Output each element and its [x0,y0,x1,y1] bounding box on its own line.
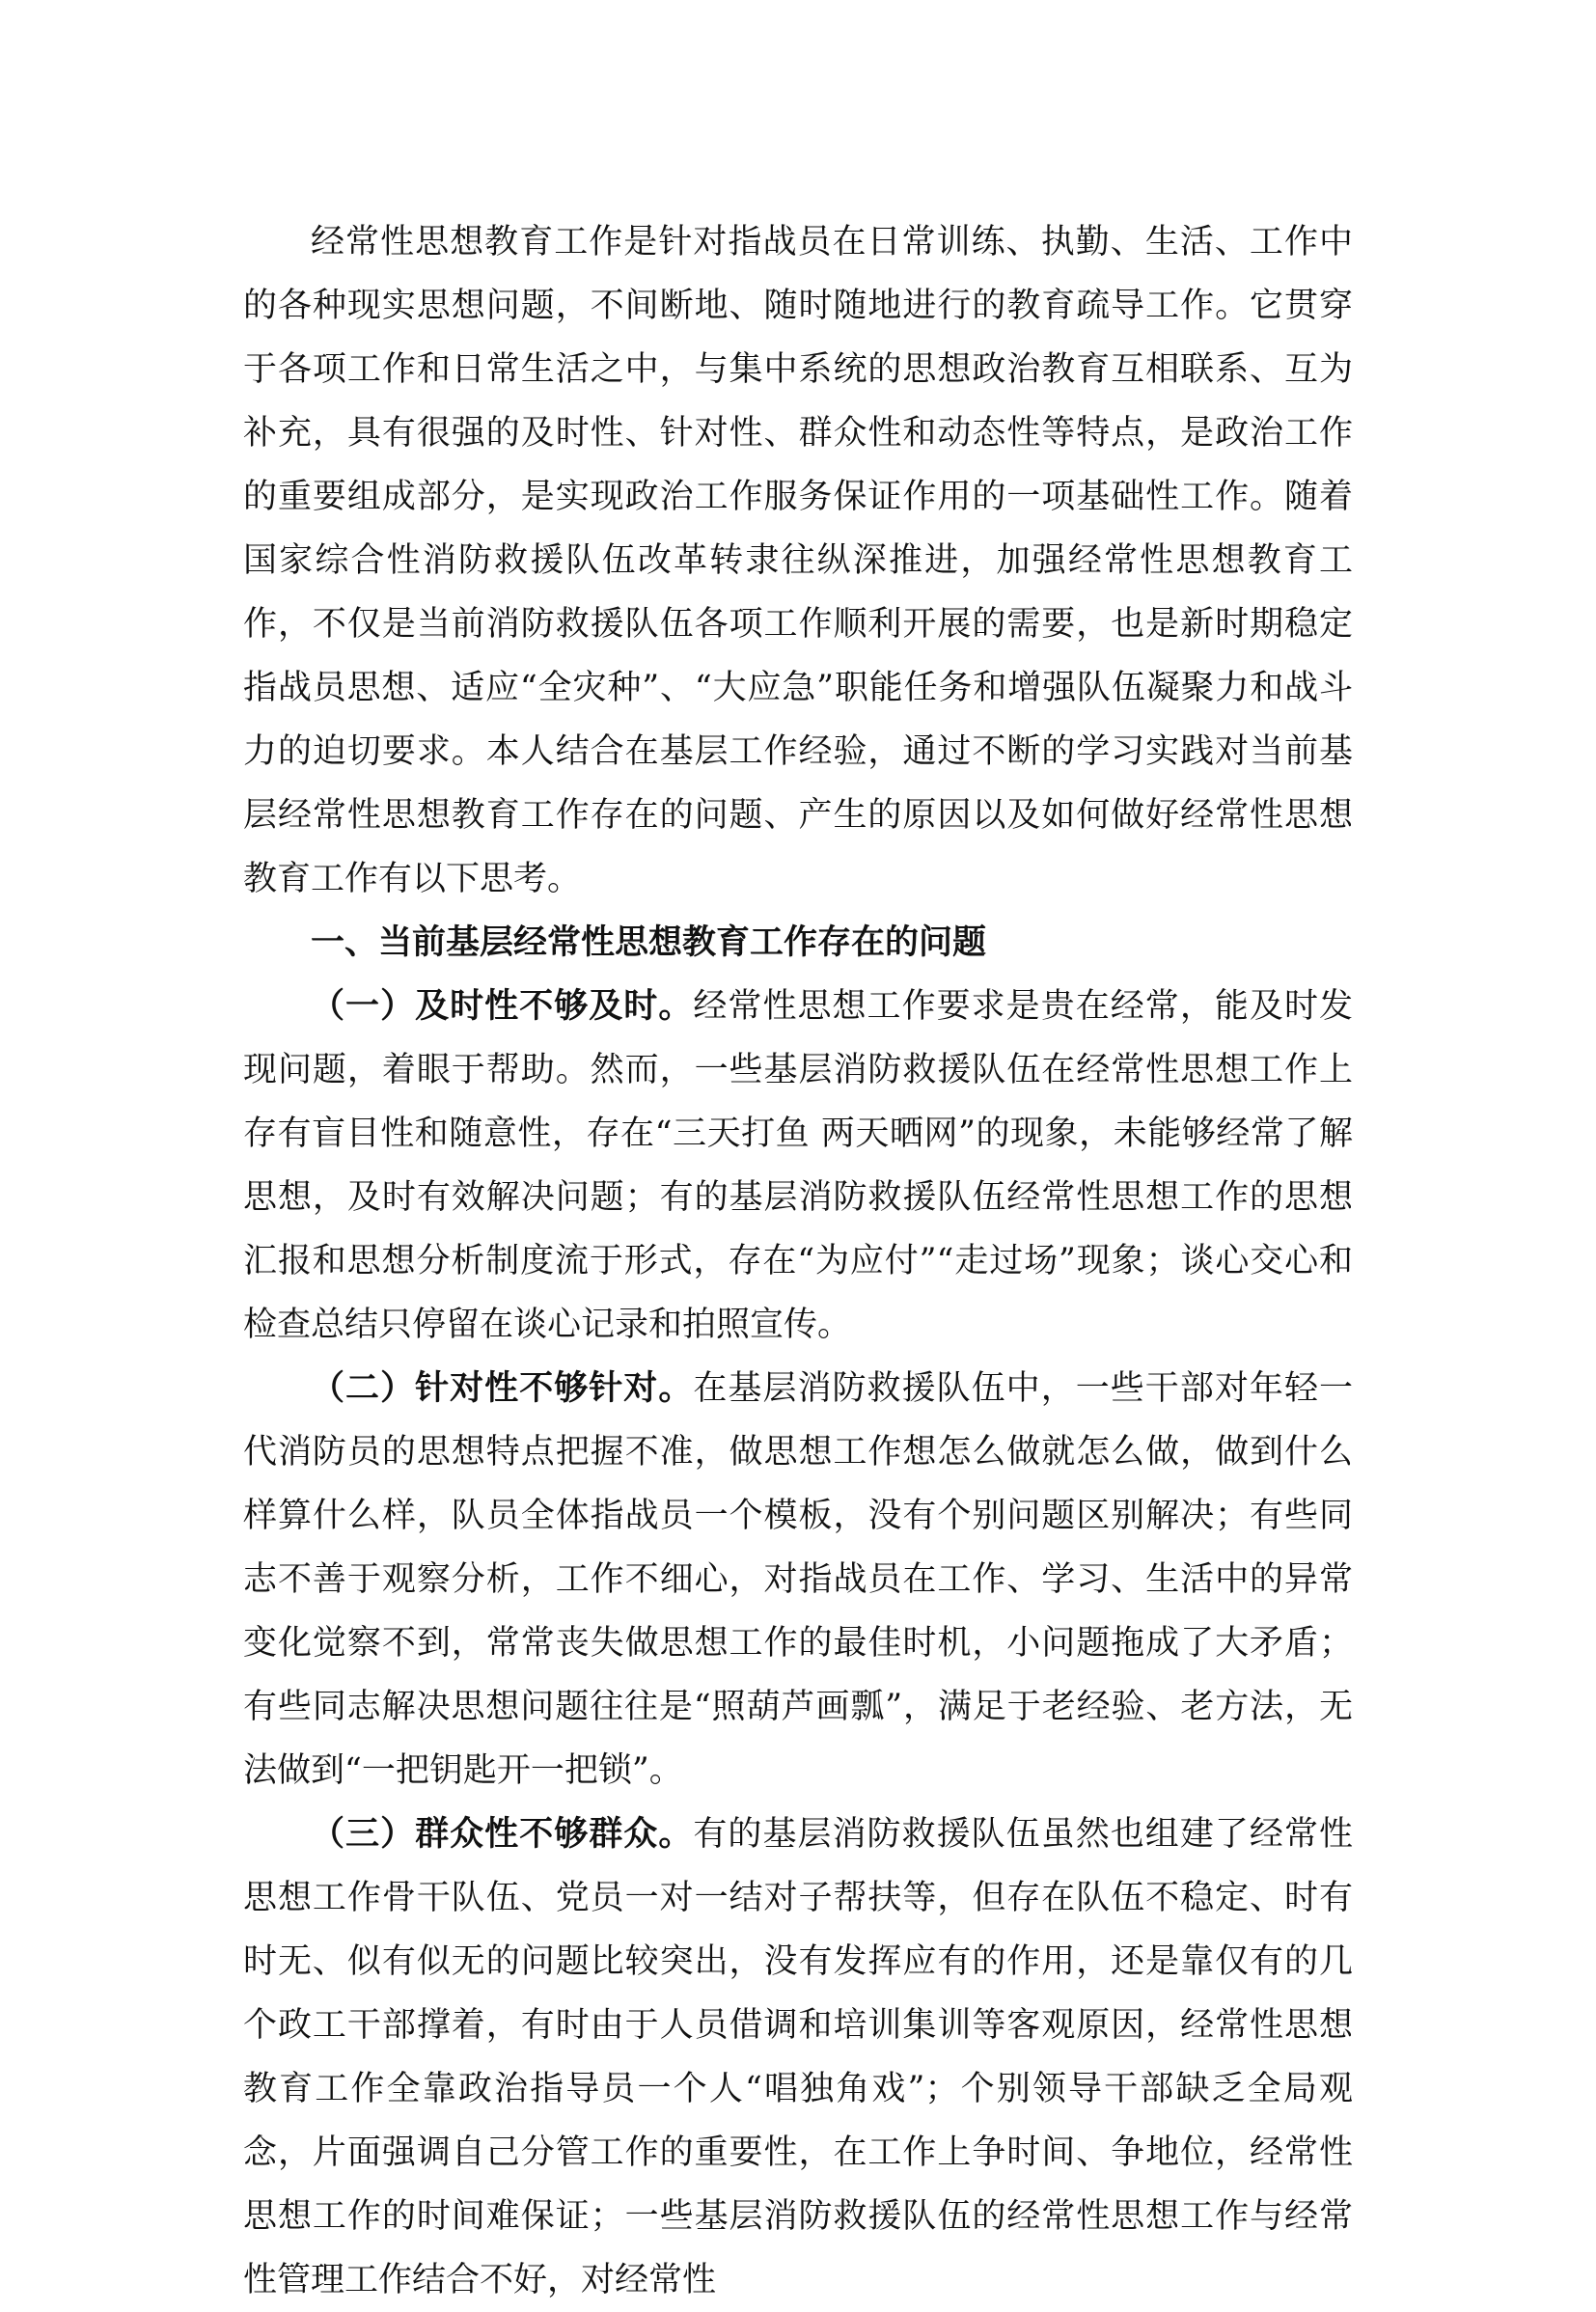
subsection-3-paragraph [243,1803,1353,2312]
document-body [243,210,1353,2312]
subsection-3-body: 有的基层消防救援队伍虽然也组建了经常性思想工作骨干队伍、党员一对一结对子帮扶等，但存在队伍不稳定、时有时无、似有似无的问题比较突出，没有发挥应有的作用，还是靠仅有的几个政工干部撑着，有时由于人员借调和培训集训等客观原因，经常性思想教育工作全靠政治指导员一个人“唱独角戏”；个别领导干部缺乏全局观念，片面强调自己分管工作的重要性，在工作上争时间、争地位，经常性思想工作的时间难保证；一些基层消防救援队伍的经常性思想工作与经常性管理工作结合不好，对经常性 [243,1815,1353,2299]
subsection-1-title: （一）及时性不够及时。 [311,986,694,1026]
intro-paragraph: 经常性思想教育工作是针对指战员在日常训练、执勤、生活、工作中的各种现实思想问题，不间断地、随时随地进行的教育疏导工作。它贯穿于各项工作和日常生活之中，与集中系统的思想政治教育互相联系、互为补充，具有很强的及时性、针对性、群众性和动态性等特点，是政治工作的重要组成部分，是实现政治工作服务保证作用的一项基础性工作。随着国家综合性消防救援队伍改革转隶往纵深推进，加强经常性思想教育工作，不仅是当前消防救援队伍各项工作顺利开展的需要，也是新时期稳定指战员思想、适应“全灾种”、“大应急”职能任务和增强队伍凝聚力和战斗力的迫切要求。本人结合在基层工作经验，通过不断的学习实践对当前基层经常性思想教育工作存在的问题、产生的原因以及如何做好经常性思想教育工作有以下思考。 [243,223,1353,898]
subsection-2-body: 在基层消防救援队伍中，一些干部对年轻一代消防员的思想特点把握不准，做思想工作想怎么做就怎么做，做到什么样算什么样，队员全体指战员一个模板，没有个别问题区别解决；有些同志不善于观察分析，工作不细心，对指战员在工作、学习、生活中的异常变化觉察不到，常常丧失做思想工作的最佳时机，小问题拖成了大矛盾；有些同志解决思想问题往往是“照葫芦画瓢”，满足于老经验、老方法，无法做到“一把钥匙开一把锁”。 [243,1369,1353,1790]
section-heading-1: 一、当前基层经常性思想教育工作存在的问题 [311,922,987,962]
subsection-2-title: （二）针对性不够针对。 [311,1368,694,1408]
subsection-1-body: 经常性思想工作要求是贵在经常，能及时发现问题，着眼于帮助。然而，一些基层消防救援队伍在经常性思想工作上存有盲目性和随意性，存在“三天打鱼 两天晒网”的现象，未能够经常了解思想，及时有效解决问题；有的基层消防救援队伍经常性思想工作的思想汇报和思想分析制度流于形式，存在“为应付”“走过场”现象；谈心交心和检查总结只停留在谈心记录和拍照宣传。 [243,987,1353,1344]
subsection-3-title: （三）群众性不够群众。 [311,1814,694,1854]
subsection-1-paragraph [243,975,1353,1357]
subsection-2-paragraph [243,1357,1353,1803]
